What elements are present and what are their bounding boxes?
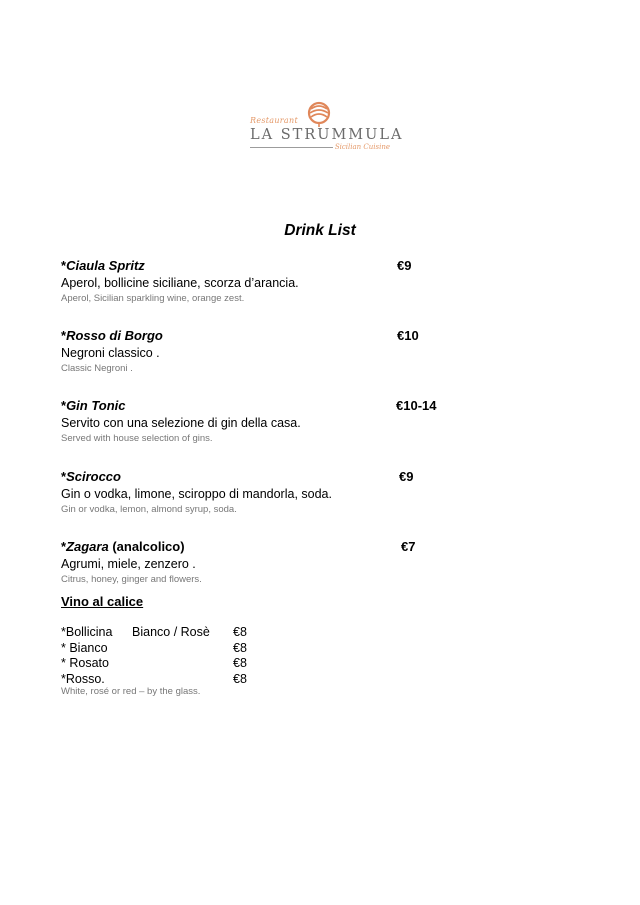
menu-item-ciaula-spritz — [61, 258, 461, 304]
item-price: €10-14 — [396, 398, 437, 413]
item-title: Rosso di Borgo — [66, 328, 163, 343]
item-suffix: (analcolico) — [108, 539, 185, 554]
item-description-it: Agrumi, miele, zenzero . — [61, 557, 196, 571]
wine-variant: Bianco / Rosè — [132, 625, 210, 639]
item-price: €9 — [397, 258, 412, 273]
item-title: Ciaula Spritz — [66, 258, 145, 273]
item-price: €7 — [401, 539, 416, 554]
item-prefix: * — [61, 469, 67, 484]
item-price: €9 — [399, 469, 414, 484]
item-prefix: * — [61, 398, 67, 413]
item-title: Zagara — [66, 539, 109, 554]
item-description-en: Served with house selection of gins. — [61, 433, 213, 444]
item-price: €10 — [397, 328, 419, 343]
item-prefix: * — [61, 258, 67, 273]
item-description-it: Negroni classico . — [61, 346, 160, 360]
page-title: Drink List — [284, 222, 356, 239]
logo-script-bottom: Sicilian Cuisine — [334, 143, 390, 151]
logo-swirl-icon — [304, 100, 334, 128]
wine-price: €8 — [233, 671, 247, 686]
item-description-en: Gin or vodka, lemon, almond syrup, soda. — [61, 504, 237, 515]
item-description-it: Servito con una selezione di gin della casa. — [61, 416, 301, 430]
wine-description-en: White, rosé or red – by the glass. — [61, 686, 201, 697]
item-description-it: Aperol, bollicine siciliane, scorza d’arancia. — [61, 276, 299, 290]
logo-script-top: Restaurant — [250, 116, 298, 125]
wine-name: *Bollicina — [61, 625, 113, 639]
item-description-it: Gin o vodka, limone, sciroppo di mandorla, soda. — [61, 487, 332, 501]
logo-name: LA STRUMMULA — [250, 127, 404, 143]
item-description-en: Citrus, honey, ginger and flowers. — [61, 574, 202, 585]
menu-item-gin-tonic — [61, 398, 461, 444]
wine-price: €8 — [233, 625, 247, 639]
menu-item-zagara — [61, 539, 461, 585]
menu-item-rosso-di-borgo — [61, 328, 461, 374]
item-description-en: Aperol, Sicilian sparkling wine, orange zest. — [61, 293, 245, 304]
item-title: Gin Tonic — [66, 398, 126, 413]
wine-name: * Rosato — [61, 656, 109, 670]
wine-section-heading: Vino al calice — [61, 594, 144, 609]
item-description-en: Classic Negroni . — [61, 363, 133, 374]
restaurant-logo — [248, 98, 404, 158]
item-prefix: * — [61, 328, 67, 343]
menu-item-scirocco — [61, 469, 461, 515]
wine-name: *Rosso. — [61, 671, 105, 686]
wine-price: €8 — [233, 640, 247, 655]
item-prefix: * — [61, 539, 67, 554]
wine-name: * Bianco — [61, 640, 108, 655]
wine-price: €8 — [233, 656, 247, 670]
item-title: Scirocco — [66, 469, 121, 484]
